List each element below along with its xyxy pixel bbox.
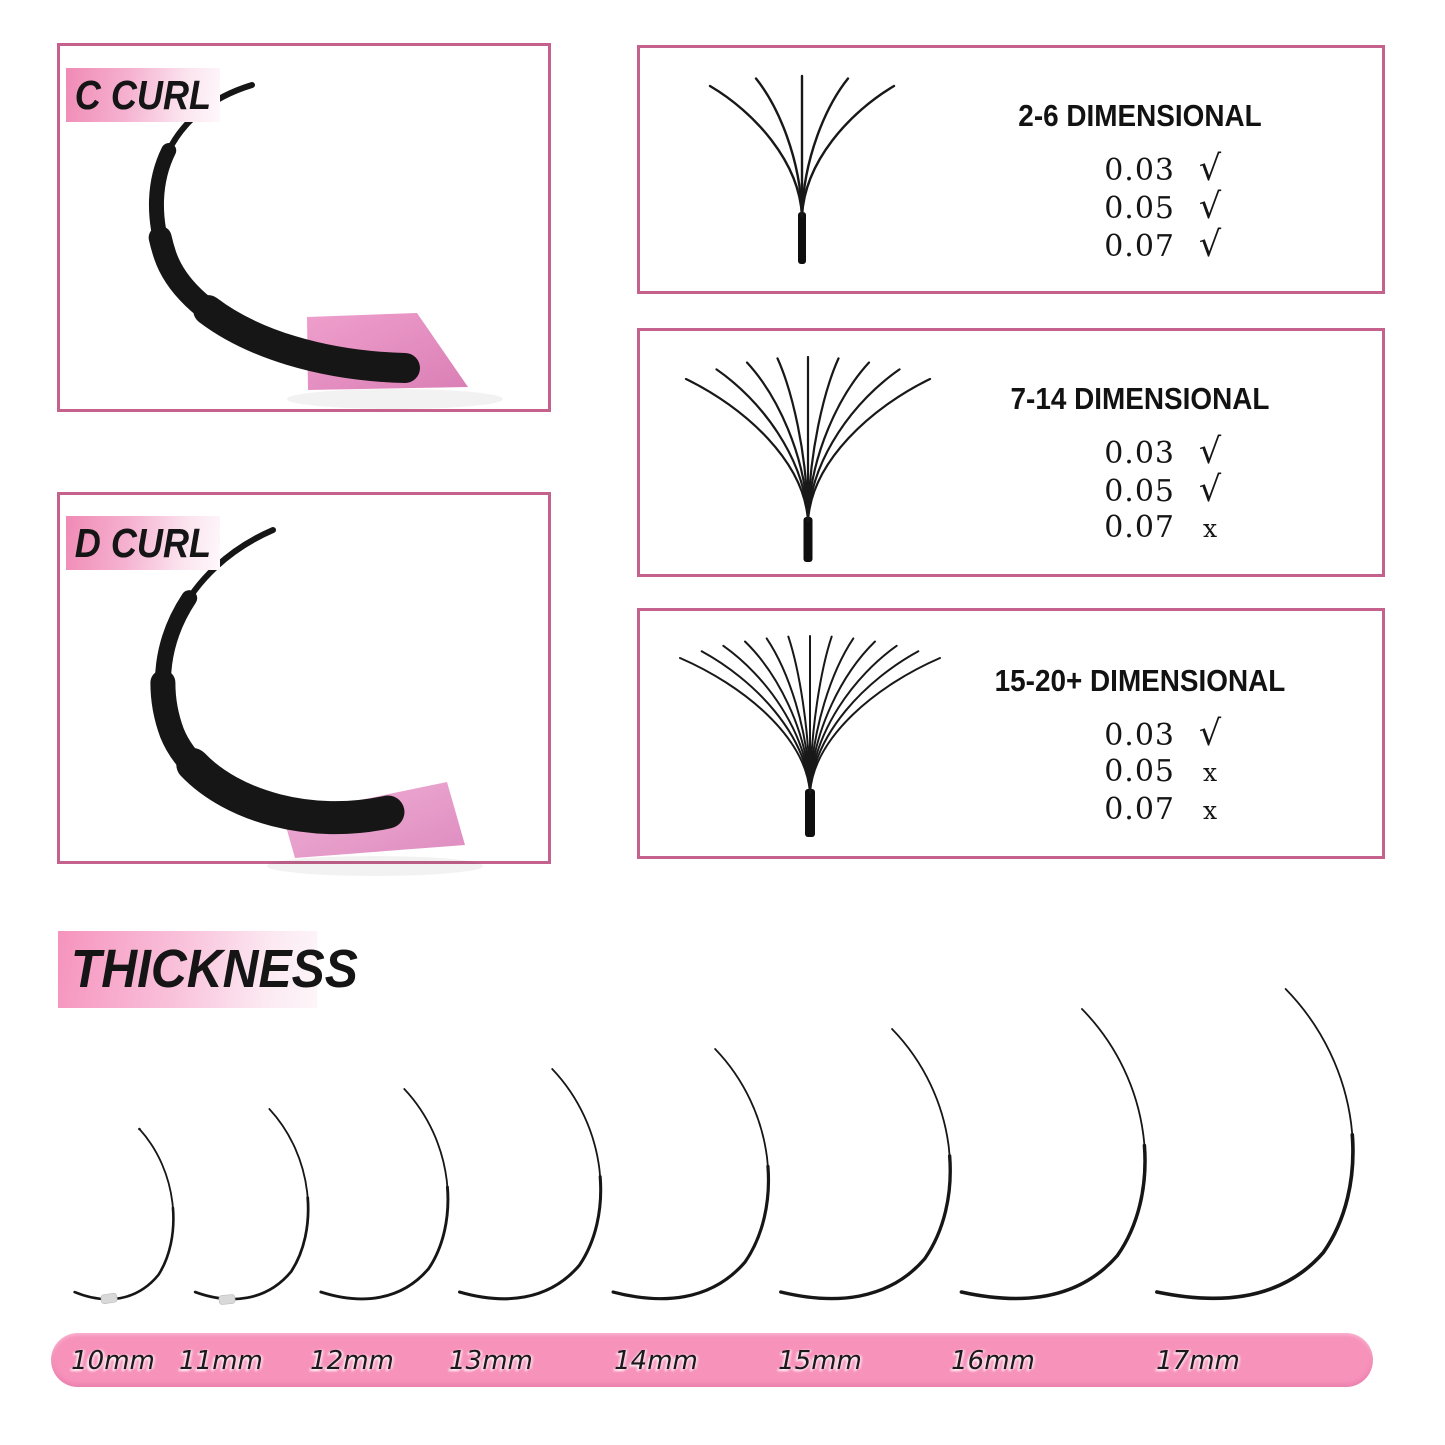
thickness-lash-15mm bbox=[781, 1029, 951, 1299]
thickness-lash-12mm bbox=[321, 1089, 448, 1299]
dimensional-box-2 bbox=[637, 328, 1385, 577]
dimensional-box-1-rows bbox=[940, 150, 1360, 264]
thickness-lash-13mm bbox=[459, 1069, 600, 1299]
thickness-lash-10mm bbox=[74, 1129, 173, 1299]
thickness-lash-15mm bbox=[781, 1029, 951, 1299]
thickness-lash-17mm bbox=[1157, 989, 1353, 1298]
thickness-lash-16mm bbox=[961, 1009, 1145, 1298]
availability-mark: √ bbox=[1198, 149, 1222, 189]
thickness-row bbox=[940, 150, 1360, 188]
dimensional-box-2-title: 7-14 DIMENSIONAL bbox=[1010, 381, 1270, 416]
thickness-value: 0.03 bbox=[1104, 436, 1175, 471]
length-label-10mm: 10mm bbox=[71, 1346, 155, 1376]
length-label-15mm: 15mm bbox=[778, 1346, 862, 1376]
thickness-row bbox=[940, 715, 1360, 753]
thickness-lash-10mm bbox=[74, 1129, 173, 1299]
c-curl-label: C CURL bbox=[66, 68, 220, 122]
thickness-lash-11mm bbox=[195, 1109, 308, 1299]
crimp-bead bbox=[101, 1293, 118, 1304]
thickness-row bbox=[940, 226, 1360, 264]
availability-mark: √ bbox=[1198, 187, 1222, 227]
thickness-lash-16mm bbox=[961, 1009, 1145, 1298]
crimp-bead bbox=[219, 1294, 236, 1305]
thickness-row bbox=[940, 471, 1360, 509]
thickness-row bbox=[940, 433, 1360, 471]
length-label-14mm: 14mm bbox=[614, 1346, 698, 1376]
thickness-section-label: THICKNESS bbox=[58, 931, 317, 1008]
thickness-row bbox=[940, 509, 1360, 547]
length-scale-bar bbox=[51, 1333, 1373, 1387]
d-curl-label: D CURL bbox=[66, 516, 220, 570]
dimensional-box-1 bbox=[637, 45, 1385, 294]
thickness-value: 0.05 bbox=[1104, 754, 1175, 789]
length-label-17mm: 17mm bbox=[1156, 1346, 1240, 1376]
dimensional-box-1-title: 2-6 DIMENSIONAL bbox=[1018, 98, 1262, 133]
availability-mark: x bbox=[1202, 514, 1218, 543]
length-label-13mm: 13mm bbox=[449, 1346, 533, 1376]
thickness-row bbox=[940, 791, 1360, 829]
thickness-value: 0.03 bbox=[1104, 718, 1175, 753]
thickness-value: 0.03 bbox=[1104, 153, 1175, 188]
thickness-row bbox=[940, 188, 1360, 226]
thickness-value: 0.07 bbox=[1104, 792, 1175, 827]
dimensional-box-3 bbox=[637, 608, 1385, 859]
dimensional-box-3-rows bbox=[940, 715, 1360, 829]
availability-mark: x bbox=[1202, 758, 1218, 787]
thickness-value: 0.05 bbox=[1104, 474, 1175, 509]
thickness-value: 0.07 bbox=[1104, 510, 1175, 545]
thickness-value: 0.07 bbox=[1104, 229, 1175, 264]
thickness-lash-11mm bbox=[195, 1109, 308, 1299]
availability-mark: √ bbox=[1198, 432, 1222, 472]
thickness-row bbox=[940, 753, 1360, 791]
thickness-lash-13mm bbox=[459, 1069, 600, 1299]
length-label-16mm: 16mm bbox=[951, 1346, 1035, 1376]
thickness-lash-14mm bbox=[613, 1049, 768, 1299]
availability-mark: x bbox=[1202, 796, 1218, 825]
availability-mark: √ bbox=[1198, 225, 1222, 265]
thickness-lash-14mm bbox=[613, 1049, 768, 1299]
length-label-11mm: 11mm bbox=[179, 1346, 263, 1376]
dimensional-box-2-rows bbox=[940, 433, 1360, 547]
thickness-lash-12mm bbox=[321, 1089, 448, 1299]
thickness-value: 0.05 bbox=[1104, 191, 1175, 226]
availability-mark: √ bbox=[1198, 714, 1222, 754]
thickness-lash-17mm bbox=[1157, 989, 1353, 1298]
availability-mark: √ bbox=[1198, 470, 1222, 510]
length-label-12mm: 12mm bbox=[310, 1346, 394, 1376]
dimensional-box-3-title: 15-20+ DIMENSIONAL bbox=[994, 663, 1286, 698]
